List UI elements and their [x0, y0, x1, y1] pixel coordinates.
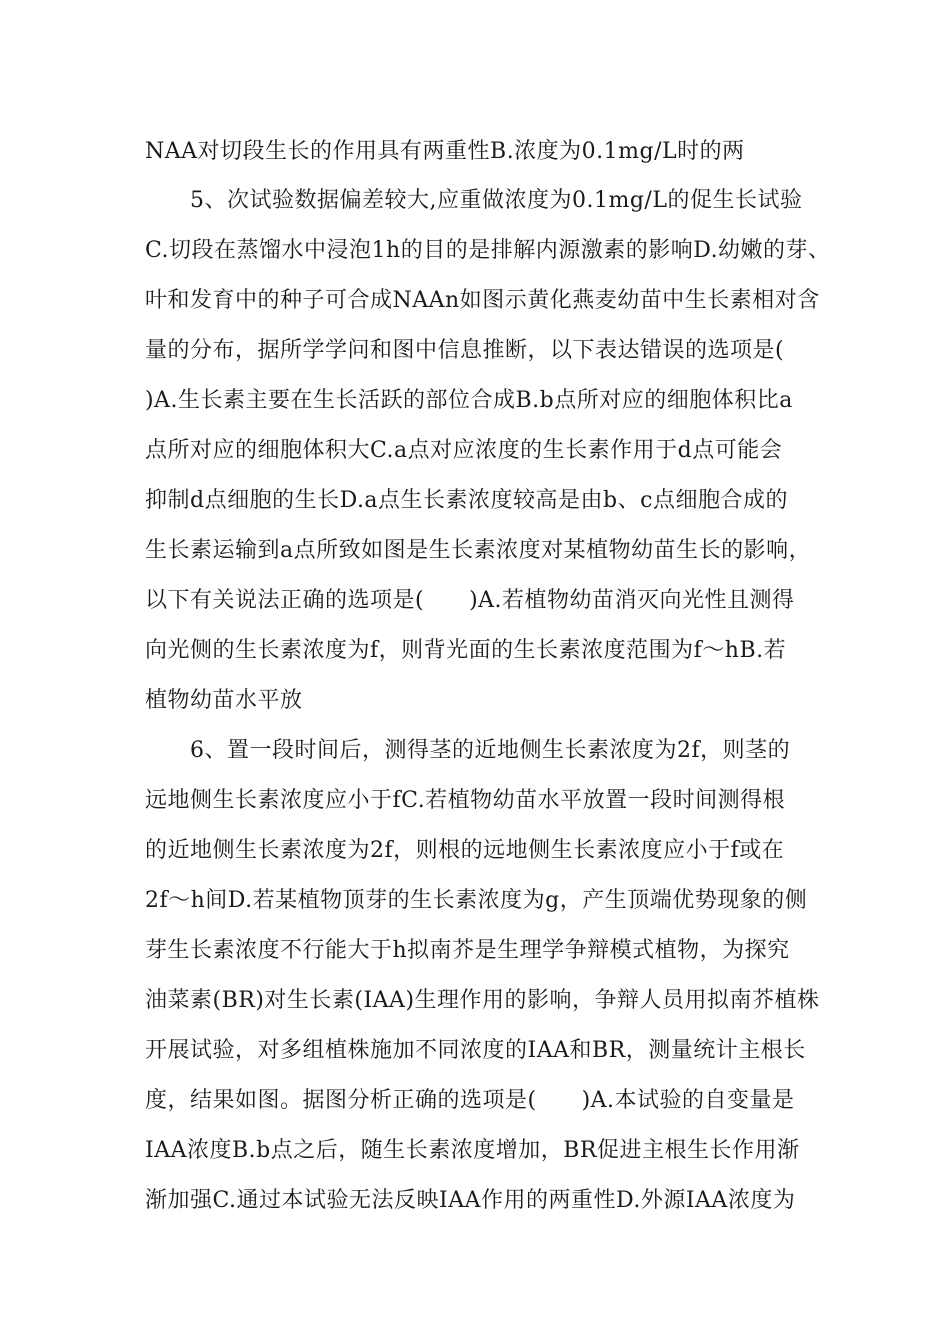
- text-line-17: 芽生长素浓度不行能大于h拟南芥是生理学争辩模式植物，为探究: [145, 938, 790, 963]
- text-line-20: 度，结果如图。据图分析正确的选项是( )A.本试验的自变量是: [145, 1088, 795, 1113]
- text-line-7: 点所对应的细胞体积大C.a点对应浓度的生长素作用于d点可能会: [145, 438, 783, 463]
- text-line-21: IAA浓度B.b点之后，随生长素浓度增加，BR促进主根生长作用渐: [145, 1138, 800, 1163]
- text-line-12: 植物幼苗水平放: [145, 688, 303, 713]
- text-line-15: 的近地侧生长素浓度为2f，则根的远地侧生长素浓度应小于f或在: [145, 838, 785, 863]
- text-line-5: 量的分布，据所学学问和图中信息推断，以下表达错误的选项是(: [145, 338, 785, 363]
- text-line-14: 远地侧生长素浓度应小于fC.若植物幼苗水平放置一段时间测得根: [145, 788, 786, 813]
- paragraph-5-line: 5、次试验数据偏差较大,应重做浓度为0.1mg/L的促生长试验: [190, 188, 803, 213]
- text-line-22: 渐加强C.通过本试验无法反映IAA作用的两重性D.外源IAA浓度为: [145, 1188, 796, 1213]
- text-line-19: 开展试验，对多组植株施加不同浓度的IAA和BR，测量统计主根长: [145, 1038, 806, 1063]
- text-line-10: 以下有关说法正确的选项是( )A.若植物幼苗消灭向光性且测得: [145, 588, 795, 613]
- text-line-1: NAA对切段生长的作用具有两重性B.浓度为0.1mg/L时的两: [145, 139, 745, 164]
- text-line-8: 抑制d点细胞的生长D.a点生长素浓度较高是由b、c点细胞合成的: [145, 488, 788, 513]
- text-line-6: )A.生长素主要在生长活跃的部位合成B.b点所对应的细胞体积比a: [145, 388, 793, 413]
- text-line-11: 向光侧的生长素浓度为f，则背光面的生长素浓度范围为f～hB.若: [145, 638, 787, 663]
- text-line-18: 油菜素(BR)对生长素(IAA)生理作用的影响，争辩人员用拟南芥植株: [145, 988, 820, 1013]
- text-line-4: 叶和发育中的种子可合成NAAn如图示黄化燕麦幼苗中生长素相对含: [145, 288, 820, 313]
- text-line-3: C.切段在蒸馏水中浸泡1h的目的是排解内源激素的影响D.幼嫩的芽、: [145, 238, 831, 263]
- paragraph-6-line: 6、置一段时间后，测得茎的近地侧生长素浓度为2f，则茎的: [190, 738, 791, 763]
- text-line-16: 2f～h间D.若某植物顶芽的生长素浓度为g，产生顶端优势现象的侧: [145, 888, 808, 913]
- text-line-9: 生长素运输到a点所致如图是生长素浓度对某植物幼苗生长的影响，: [145, 538, 812, 563]
